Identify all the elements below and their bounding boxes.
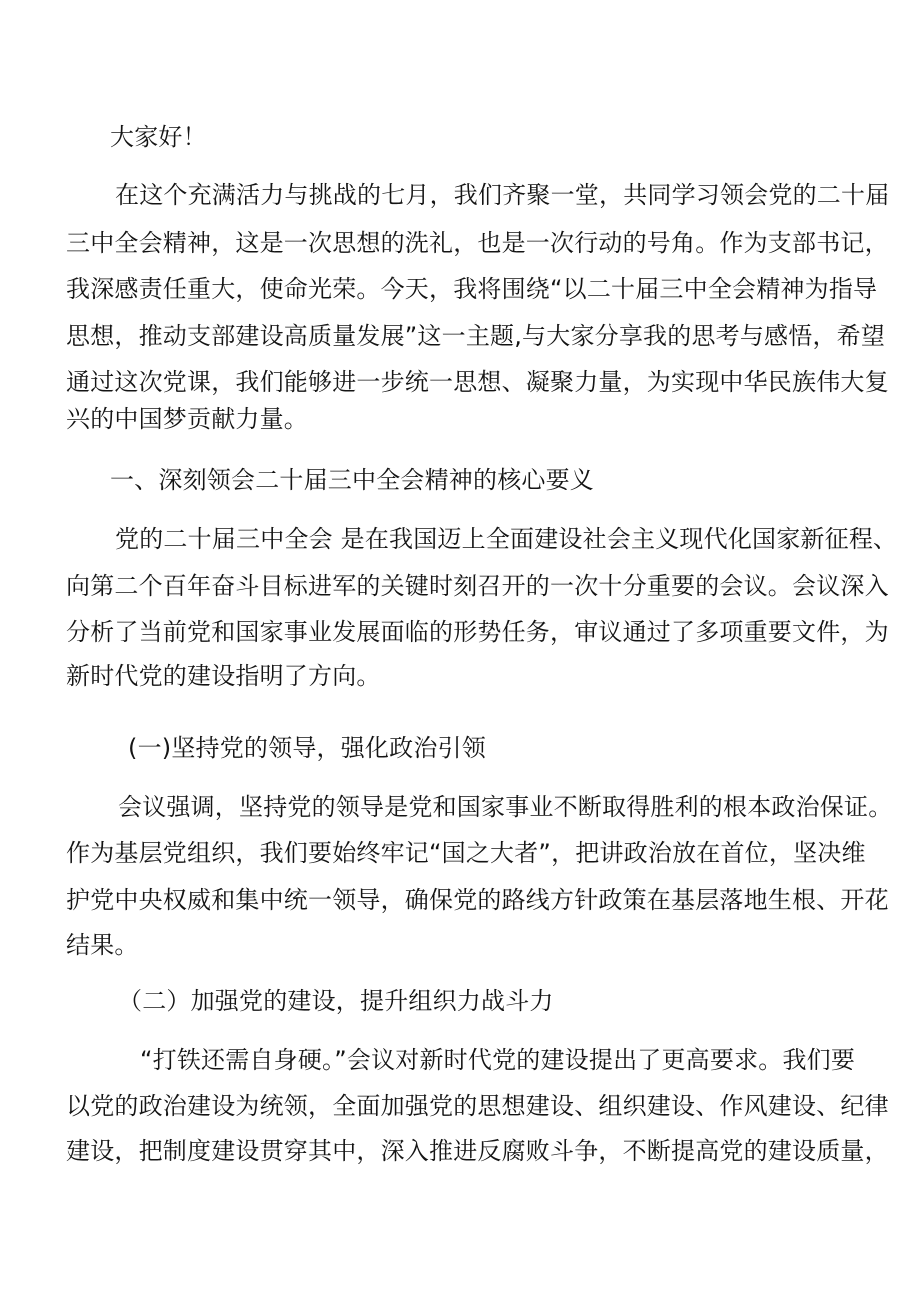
section1-heading: 一、深刻领会二十届三中全会精神的核心要义 [110,466,594,494]
sub1-line-4: 结果。 [66,931,139,959]
sub1-line-2: 作为基层党组织，我们要始终牢记“国之大者”，把讲政治放在首位，坚决维 [66,839,866,867]
sub2-line-3: 建设，把制度建设贯穿其中，深入推进反腐败斗争，不断提高党的建设质量， [66,1137,889,1165]
sub2-line-2: 以党的政治建设为统领，全面加强党的思想建设、组织建设、作风建设、纪律 [66,1092,889,1120]
greeting: 大家好！ [110,123,207,151]
section1-line-1: 党的二十届三中全会 是在我国迈上全面建设社会主义现代化国家新征程、 [115,525,898,553]
section1-line-3: 分析了当前党和国家事业发展面临的形势任务，审议通过了多项重要文件，为 [66,618,889,646]
intro-line-3: 我深感责任重大，使命光荣。今天，我将围绕“以二十届三中全会精神为指导 [66,275,878,303]
intro-line-5: 通过这次党课，我们能够进一步统一思想、凝聚力量，为实现中华民族伟大复 [66,368,889,396]
sub1-heading: (一)坚持党的领导，强化政治引领 [128,734,486,762]
section1-line-4: 新时代党的建设指明了方向。 [66,662,381,690]
section1-line-2: 向第二个百年奋斗目标进军的关键时刻召开的一次十分重要的会议。会议深入 [66,572,889,600]
sub1-line-3: 护党中央权威和集中统一领导，确保党的路线方针政策在基层落地生根、开花 [66,886,889,914]
sub2-heading: （二）加强党的建设，提升组织力战斗力 [118,987,554,1015]
sub2-line-1: “打铁还需自身硬。”会议对新时代党的建设提出了更高要求。我们要 [140,1046,856,1074]
intro-line-6: 兴的中国梦贡献力量。 [66,405,308,433]
intro-line-4: 思想，推动支部建设高质量发展”这一主题,与大家分享我的思考与感悟，希望 [66,322,886,350]
intro-line-1: 在这个充满活力与挑战的七月，我们齐聚一堂，共同学习领会党的二十届 [115,181,890,209]
intro-line-2: 三中全会精神，这是一次思想的洗礼，也是一次行动的号角。作为支部书记， [66,229,889,257]
sub1-line-1: 会议强调，坚持党的领导是党和国家事业不断取得胜利的根本政治保证。 [118,793,893,821]
